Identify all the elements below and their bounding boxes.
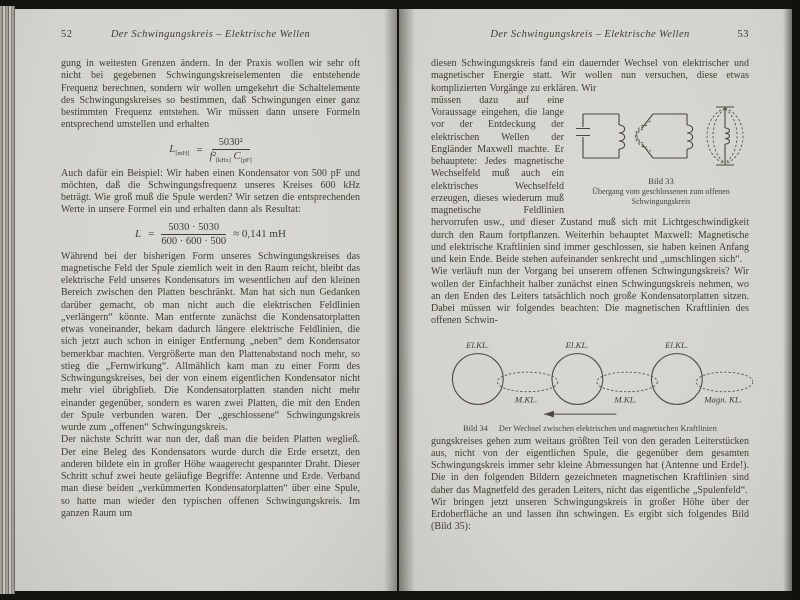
bild-33-label: Bild 33 xyxy=(648,175,674,186)
formula2-equals: = xyxy=(148,228,155,241)
formula2-lhs: L xyxy=(135,228,142,241)
formula2-fraction xyxy=(161,222,226,247)
left-paragraph-3: Während bei der bisherigen Form unseres Schwingungskreises das magnetische Feld der Spule ziemlich weit in den Raum reicht, bleibt das elektrische Feld unseres Kondensators im wesentlichen auf den kleinen Bereich zwischen den Platten beschränkt. Man hat sich nun Gedanken darüber gemacht, ob man nicht auch die elektrischen Feldlinien „verlängern“ könnte. Man entfernte zunächst die Kondensatorplatten etwas voneinander, bekam dadurch längere elektrische Feldlinien, die sich jetzt auch schon in einiger Entfernung „neben“ dem Kondensator bemerkbar machten. Vergrößerte man den Plattenabstand noch mehr, so stieg die „Fernwirkung“. Allmählich kam man zu einer Form des Schwingungskreises, bei der von einem eigentlichen Kondensator nicht mehr viel übrigblieb. Die Kondensatorplatten standen nicht mehr einander gegenüber, sondern es waren zwei Platten, die mit den Enden der Spule verbunden waren. Der „geschlossene“ Schwingungskreis wurde zum „offenen“ Schwingungskreis. xyxy=(61,250,360,434)
right-paragraph-1: diesen Schwingungskreis fand ein dauernder Wechsel von elektrischer und magnetischer Energie statt. Wir wollen nun versuchen, diese etwas komplizierten Vorgänge zu erklären. Wir xyxy=(431,58,749,94)
formula2-result: ≈ 0,141 mH xyxy=(233,228,286,241)
m-kl-label-1: M.KL. xyxy=(514,393,538,404)
m-kl-label-2: M.KL. xyxy=(614,393,637,404)
formula2-numerator: 5030 · 5030 xyxy=(161,222,226,235)
el-kl-label-1: El.KL. xyxy=(466,339,490,350)
right-paragraph-5: Wir bringen jetzt unseren Schwingungskreis in großer Höhe über der Erdoberfläche an und lassen ihn schwingen. Es ergibt sich folgendes Bild (Bild 35): xyxy=(431,496,749,533)
magn-kl-label: Magn. KL. xyxy=(704,393,742,404)
circuit-transition-diagram xyxy=(573,97,749,176)
left-arrow-icon xyxy=(544,410,616,417)
inductance-formula xyxy=(61,137,360,164)
left-page-number: 52 xyxy=(61,29,73,40)
open-antenna-icon xyxy=(707,107,743,165)
figure-bild-33 xyxy=(573,97,749,207)
opening-capacitor-icon xyxy=(635,114,692,158)
formula1-fraction xyxy=(210,137,252,164)
left-paragraph-1: gung in weitesten Grenzen ändern. In der Praxis wollen wir sehr oft nicht bei gegebenen Schwingungskreiselementen die entstehende Frequenz berechnen, sondern wir wollen umgekehrt die Schaltelemente des Schwingungskreises so bestimmen, daß Schwingungen einer ganz bestimmten Frequenz entstehen. Wir müssen dann unsere Formeln entsprechend umstellen und erhalten xyxy=(61,58,360,131)
el-kl-label-2: El.KL. xyxy=(565,339,589,350)
scan-right-edge xyxy=(792,0,800,600)
magnetic-field-ellipses-icon xyxy=(497,372,753,392)
left-running-title: Der Schwingungskreis – Elektrische Wellen xyxy=(110,29,311,40)
example-calculation-formula xyxy=(61,222,360,247)
formula1-denominator: $f^2_{[kHz]}$ $C_{[pF]}$ xyxy=(209,150,252,164)
left-paragraph-4: Der nächste Schritt war nun der, daß man die beiden Platten wegließ. Der eine Beleg des Kondensators wurde durch die Erde ersetzt, den anderen bildete ein in großer Höhe waagerecht gespannter Draht. Dieser Schritt schuf zwei heute geläufige Begriffe: Antenne und Erde. Verband man diese beiden „verkümmerten Kondensatorplatten“ über eine Spule, so hatte man wieder den typischen offenen Schwingungskreis. Im ganzen Raum um xyxy=(61,434,360,519)
closed-circuit-icon xyxy=(576,114,625,158)
formula1-lhs: $L_{[mH]}$ xyxy=(169,142,190,158)
right-paragraph-2: müssen dazu auf eine Voraussage eingehen, die lange vor der Entdeckung der elektrischen Wellen der Engländer Maxwell machte. Er behauptete: Jedes magnetische Wechselfeld muß auch ein elektrisches Wechselfeld erzeugen, dieses wiederum muß magnetische Feldlinien hervorrufen usw., und dieser Zustand muß sich mit Lichtgeschwindigkeit durch den Raum fortpflanzen. Weiterhin behauptet Maxwell: Magnetische und elektrische Kraftlinien sind immer geschlossen, sie haben keinen Anfang und kein Ende. Beide stehen aufeinander senkrecht und „umschlingen sich“. xyxy=(431,94,749,265)
wrapped-text-block xyxy=(431,95,749,267)
formula1-equals: = xyxy=(196,144,203,157)
formula1-numerator: 5030² xyxy=(212,137,250,150)
bild-34-label: Bild 34 xyxy=(463,423,488,433)
el-kl-label-3: El.KL. xyxy=(665,339,689,350)
right-running-title: Der Schwingungskreis – Elektrische Wellen xyxy=(490,29,690,40)
bild-33-caption xyxy=(573,177,749,207)
bild-34-caption-text: Der Wechsel zwischen elektrischen und magnetischen Kraftlinien xyxy=(498,423,717,433)
right-page-number: 53 xyxy=(737,29,749,40)
left-page xyxy=(15,9,397,591)
bild-33-caption-text: Übergang vom geschlossenen zum offenen Schwingungskreis xyxy=(592,187,730,206)
bild-34-caption xyxy=(431,424,749,433)
electric-field-circles-icon xyxy=(452,353,702,404)
right-page-header xyxy=(431,29,749,45)
field-lines-diagram xyxy=(431,337,753,421)
page-stack-edge xyxy=(0,6,15,594)
formula2-denominator: 600 · 600 · 500 xyxy=(161,235,227,247)
right-paragraph-3: Wie verläuft nun der Vorgang bei unserem offenen Schwingungskreis? Wir wollen der Einfachheit halber zunächst einen Schwingungskreis nehmen, wo an den Enden des Leiters tatsächlich noch große Kondensatorplatten sitzen. Dabei müssen wir folgendes beachten: Die magnetischen Kraftlinien des offenen Schwin- xyxy=(431,266,749,327)
left-paragraph-2: Auch dafür ein Beispiel: Wir haben einen Kondensator von 500 pF und möchten, daß die Schwingungsfrequenz unseres Kreises 600 kHz beträgt. Wie groß muß die Spule werden? Wir setzen die entsprechenden Werte in unsere Formel ein und erhalten dann als Resultat: xyxy=(61,167,360,216)
left-page-header xyxy=(61,29,360,45)
figure-bild-34 xyxy=(431,337,749,433)
right-page xyxy=(399,9,792,591)
right-paragraph-4: gungskreises gehen zum weitaus größten Teil von den geraden Leiterstücken aus, nicht von der eigentlichen Spule, die gegenüber dem gesamten Schwingungskreis immer sehr kleine Abmessungen hat (Antenne und Erde!). Die in den folgenden Bildern gezeichneten magnetischen Kraftlinien sind daher das Magnetfeld des geraden Leiters, nicht das eigentliche „Spulenfeld“. xyxy=(431,435,749,496)
